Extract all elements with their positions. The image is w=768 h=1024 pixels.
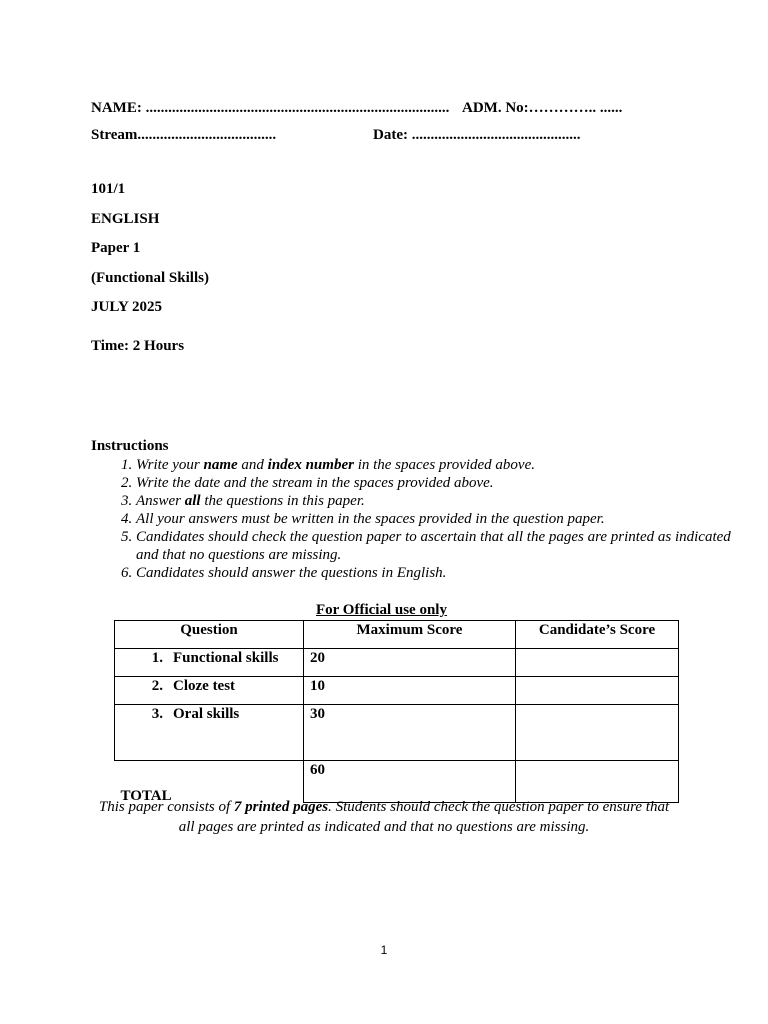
score-table	[114, 620, 679, 803]
table-row	[115, 649, 679, 677]
name-field-label: NAME: .................................................................................	[91, 100, 450, 116]
question-cell: 2. Cloze test	[115, 677, 304, 705]
instructions-list	[91, 456, 736, 582]
table-row	[115, 705, 679, 761]
total-max-cell: 60	[304, 761, 516, 803]
question-cell: 3. Oral skills	[115, 705, 304, 761]
instruction-item: 2. Write the date and the stream in the spaces provided above.	[136, 474, 736, 492]
question-cell: 1. Functional skills	[115, 649, 304, 677]
official-use-caption: For Official use only	[316, 602, 447, 618]
instructions-heading: Instructions	[91, 438, 169, 454]
page-number: 1	[380, 943, 388, 957]
paper-number: Paper 1	[91, 240, 141, 256]
candidate-score-cell	[516, 649, 679, 677]
adm-number-field-label: ADM. No:………….. ......	[462, 100, 623, 116]
column-header-question: Question	[115, 621, 304, 649]
max-score-cell: 20	[304, 649, 516, 677]
candidate-score-cell	[516, 705, 679, 761]
instruction-item: 3. Answer all the questions in this paper.	[136, 492, 736, 510]
table-row	[115, 677, 679, 705]
paper-code: 101/1	[91, 181, 126, 197]
column-header-candidate-score: Candidate’s Score	[516, 621, 679, 649]
column-header-maximum-score: Maximum Score	[304, 621, 516, 649]
max-score-cell: 30	[304, 705, 516, 761]
stream-field-label: Stream.....................................	[91, 127, 277, 143]
max-score-cell: 10	[304, 677, 516, 705]
candidate-score-cell	[516, 677, 679, 705]
total-label: TOTAL	[120, 787, 172, 804]
instruction-item: 1. Write your name and index number in the spaces provided above.	[136, 456, 736, 474]
exam-date: JULY 2025	[91, 299, 162, 315]
instruction-item: 6. Candidates should answer the questions in English.	[136, 564, 736, 582]
instruction-item: 5. Candidates should check the question paper to ascertain that all the pages are printed as indicated and that no questions are missing.	[136, 528, 736, 564]
instruction-item: 4. All your answers must be written in the spaces provided in the question paper.	[136, 510, 736, 528]
paper-subtitle: (Functional Skills)	[91, 270, 209, 286]
exam-duration: Time: 2 Hours	[91, 338, 185, 354]
page-count-note: This paper consists of 7 printed pages. Students should check the question paper to ensure that all pages are printed as indicated and that no questions are missing.	[98, 799, 670, 835]
subject-title: ENGLISH	[91, 211, 160, 227]
date-field-label: Date: .............................................	[373, 127, 581, 143]
